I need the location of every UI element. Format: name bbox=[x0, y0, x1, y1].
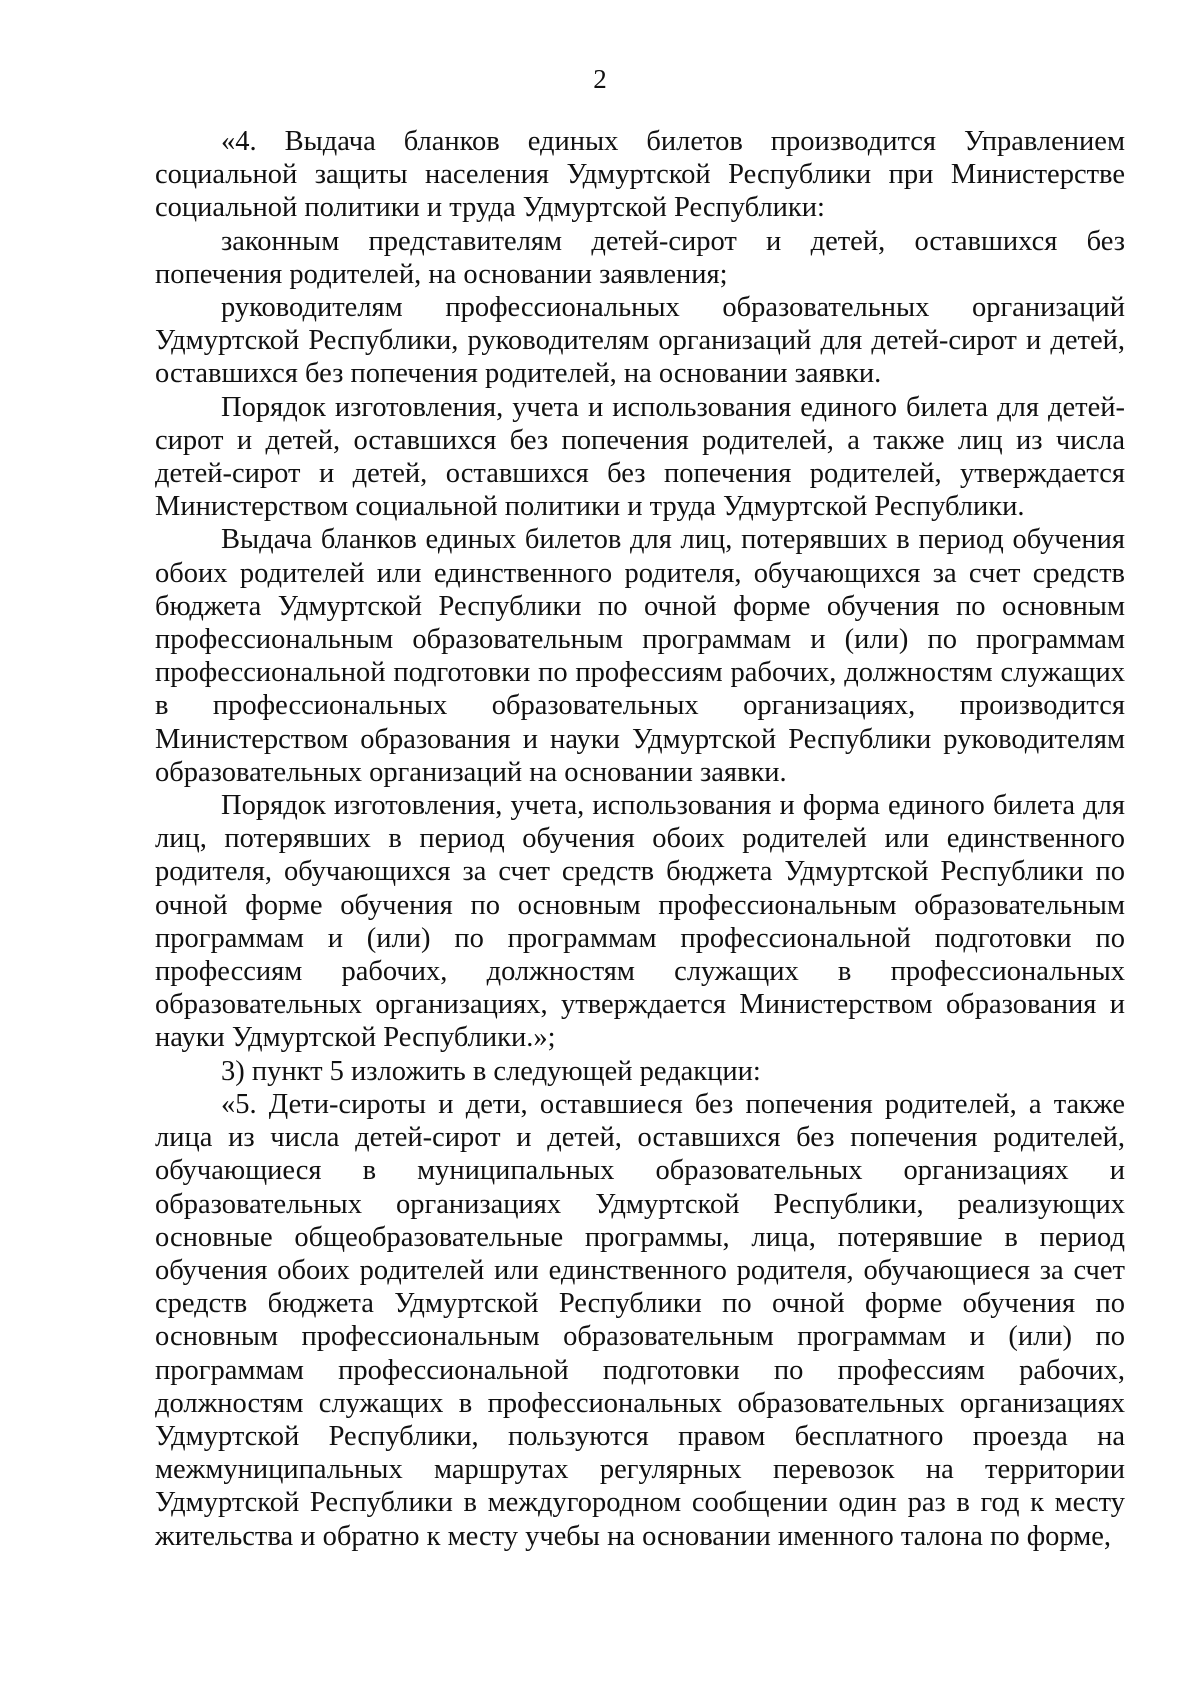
paragraph-item-5-free-travel: «5. Дети-сироты и дети, оставшиеся без попечения родителей, а также лица из числа детей-сирот и детей, оставшихся без попечения родителей, обучающиеся в муниципальных образовательных организациях и образовательных организациях Удмуртской Республики, реализующих основные общеобразовательные программы, лица, потерявшие в период обучения обоих родителей или единственного родителя, обучающиеся за счет средств бюджета Удмуртской Республики по очной форме обучения по основным профессиональным образовательным программам и (или) по программам профессиональной подготовки по профессиям рабочих, должностям служащих в профессиональных образовательных организациях Удмуртской Республики, пользуются правом бесплатного проезда на межмуниципальных маршрутах регулярных перевозок на территории Удмуртской Республики в междугородном сообщении один раз в год к месту жительства и обратно к месту учебы на основании именного талона по форме, bbox=[155, 1088, 1125, 1552]
paragraph-issuance-education-ministry: Выдача бланков единых билетов для лиц, потерявших в период обучения обоих родителей или единственного родителя, обучающихся за счет средств бюджета Удмуртской Республики по очной форме обучения по основным профессиональным образовательным программам и (или) по программам профессиональной подготовки по профессиям рабочих, должностям служащих в профессиональных образовательных организациях, производится Министерством образования и науки Удмуртской Республики руководителям образовательных организаций на основании заявки. bbox=[155, 524, 1125, 788]
paragraph-ticket-procedure-education: Порядок изготовления, учета, использования и форма единого билета для лиц, потерявших в период обучения обоих родителей или единственного родителя, обучающихся за счет средств бюджета Удмуртской Республики по очной форме обучения по основным профессиональным образовательным программам и (или) по программам профессиональной подготовки по профессиям рабочих, должностям служащих в профессиональных образовательных организациях, утверждается Министерством образования и науки Удмуртской Республики.»; bbox=[155, 790, 1125, 1054]
page-number: 2 bbox=[593, 64, 607, 94]
paragraph-item-4-issuance: «4. Выдача бланков единых билетов производится Управлением социальной защиты населения Удмуртской Республики при Министерстве социальной политики и труда Удмуртской Республики: bbox=[155, 126, 1125, 224]
paragraph-organization-heads: руководителям профессиональных образовательных организаций Удмуртской Республики, руководителям организаций для детей-сирот и детей, оставшихся без попечения родителей, на основании заявки. bbox=[155, 292, 1125, 390]
document-body bbox=[155, 125, 1125, 1553]
paragraph-legal-representatives: законным представителям детей-сирот и детей, оставшихся без попечения родителей, на основании заявления; bbox=[155, 225, 1125, 290]
paragraph-ticket-procedure-social: Порядок изготовления, учета и использования единого билета для детей-сирот и детей, оставшихся без попечения родителей, а также лиц из числа детей-сирот и детей, оставшихся без попечения родителей, утверждается Министерством социальной политики и труда Удмуртской Республики. bbox=[155, 391, 1125, 523]
paragraph-amendment-item-5: 3) пункт 5 изложить в следующей редакции: bbox=[221, 1055, 761, 1087]
